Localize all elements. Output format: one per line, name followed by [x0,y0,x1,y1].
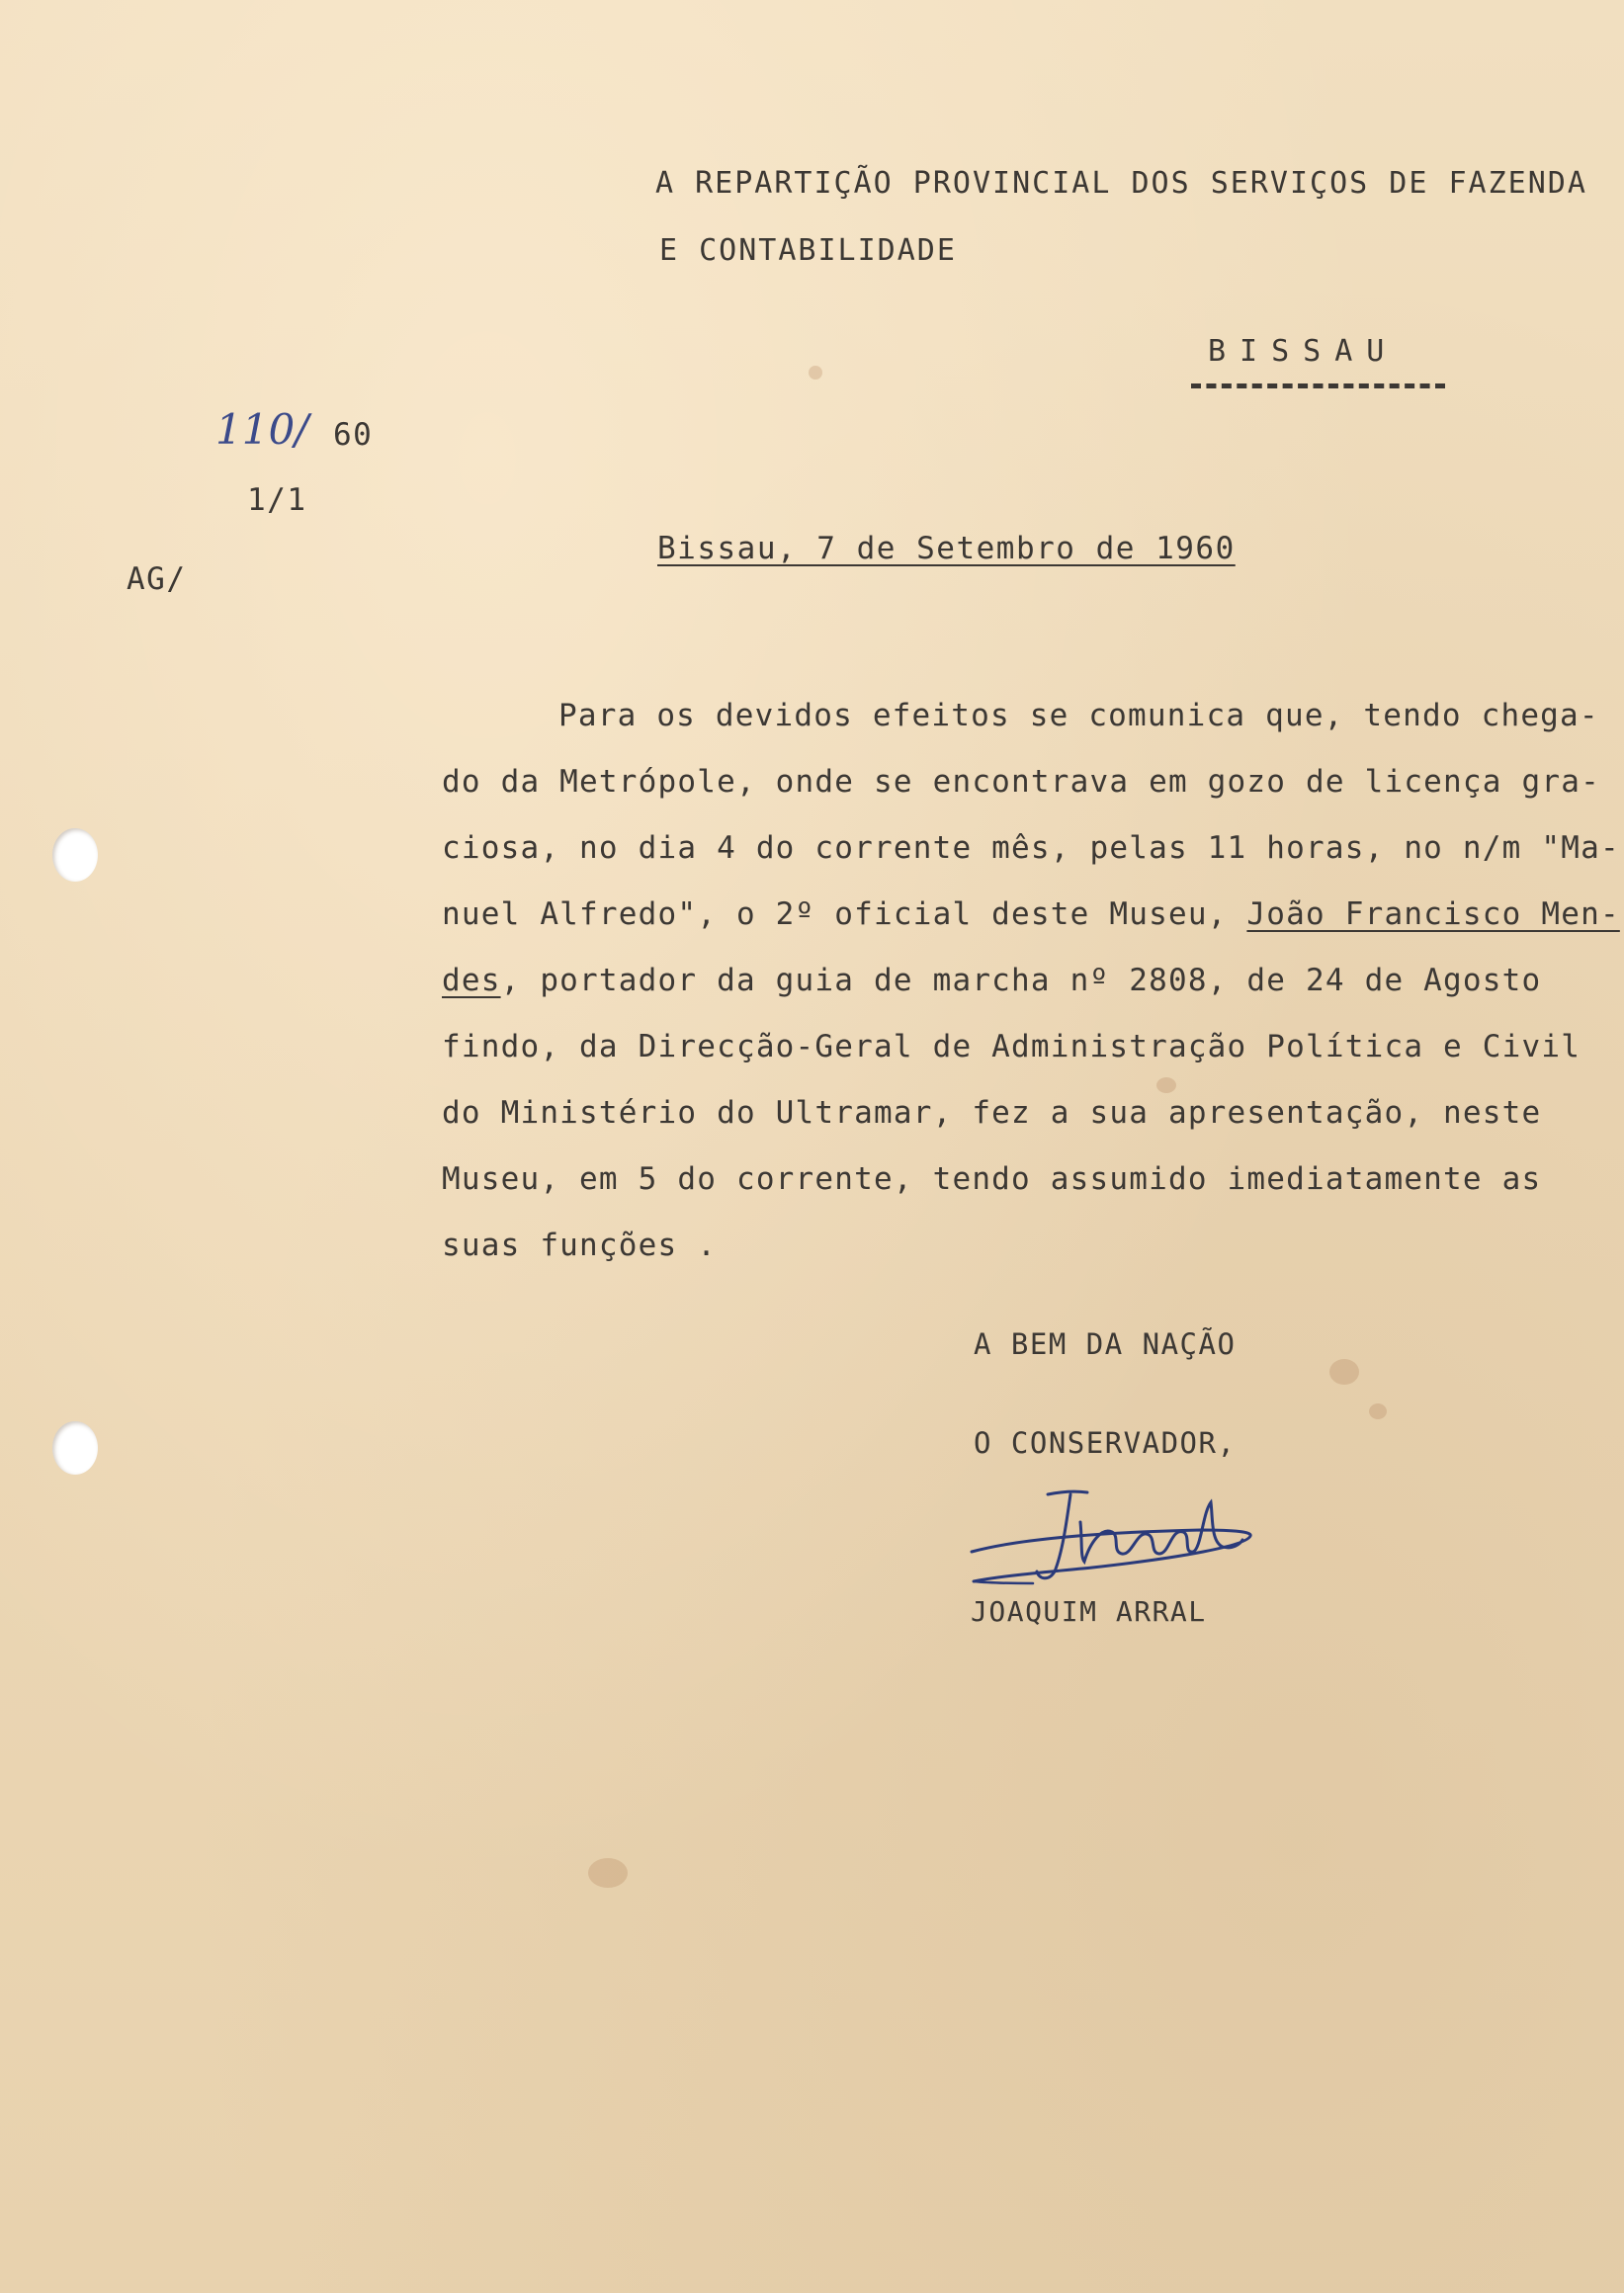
stain-mark [1156,1077,1176,1093]
punch-hole-bottom [52,1421,98,1475]
punch-hole-top [52,828,98,882]
reference-number: 60 [333,417,374,453]
body-text-line: Para os devidos efeitos se comunica que, tendo chega- [558,698,1599,733]
reference-initials: AG/ [127,561,187,597]
signatory-name: JOAQUIM ARRAL [971,1595,1207,1628]
stain-mark [1329,1359,1359,1385]
body-text-line: findo, da Direcção-Geral de Administração Política e Civil [442,1029,1581,1064]
body-text-line [442,963,1541,998]
city-underline [1191,383,1445,388]
stain-mark [588,1858,628,1888]
body-text-line: do Ministério do Ultramar, fez a sua apresentação, neste [442,1095,1542,1131]
handwritten-reference: 110/ [215,405,309,454]
body-text-segment: nuel Alfredo", o 2º oficial deste Museu, [442,896,1247,932]
body-text-line: do da Metrópole, onde se encontrava em gozo de licença gra- [442,764,1600,800]
letter-date: Bissau, 7 de Setembro de 1960 [657,531,1236,566]
body-text-segment: , portador da guia de marcha nº 2808, de 24 de Agosto [500,963,1542,998]
header-addressee-line2: E CONTABILIDADE [659,233,957,268]
header-addressee-line1: A REPARTIÇÃO PROVINCIAL DOS SERVIÇOS DE FAZENDA [655,166,1587,201]
underlined-person-name-continued: des [442,963,501,998]
reference-sub-number: 1/1 [247,482,307,518]
stain-mark [1369,1403,1387,1419]
stain-mark [809,366,822,380]
underlined-person-name: João Francisco Men- [1246,896,1620,932]
body-text-line: suas funções . [442,1228,718,1263]
closing-title: O CONSERVADOR, [974,1426,1237,1460]
body-text-line: Museu, em 5 do corrente, tendo assumido imediatamente as [442,1161,1542,1197]
body-text-line [442,896,1620,932]
closing-salutation: A BEM DA NAÇÃO [974,1327,1237,1361]
header-city: BISSAU [1208,334,1399,369]
body-text-line: ciosa, no dia 4 do corrente mês, pelas 11 horas, no n/m "Ma- [442,830,1620,866]
handwritten-signature [964,1473,1260,1601]
